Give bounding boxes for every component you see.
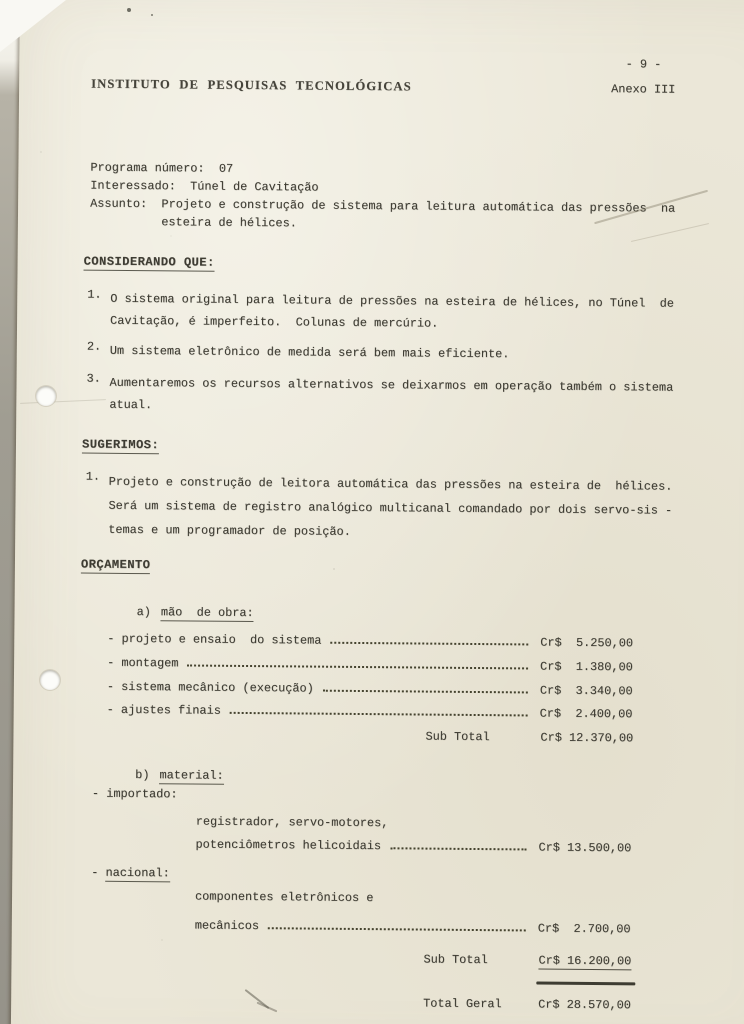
material-nacional-label: - nacional: — [91, 865, 170, 881]
material-desc-line: registrador, servo-motores, — [195, 814, 389, 831]
item-line: atual. — [109, 397, 153, 413]
program-interessado-line: Interessado: Túnel de Cavitação — [90, 178, 319, 195]
budget-desc: - sistema mecânico (execução) — [106, 679, 314, 696]
program-assunto-line: Assunto: Projeto e construção de sistema para leitura automática das pressões na — [90, 196, 676, 216]
considerando-item-1 — [87, 288, 687, 337]
budget-desc: - montagem — [107, 655, 179, 671]
budget-amount: Cr$ 2.400,00 — [539, 706, 633, 722]
considerando-item-3 — [86, 372, 686, 421]
item-line: O sistema original para leitura de pressões na esteira de hélices, no Túnel de — [110, 291, 675, 311]
subsection-label: material: — [159, 768, 224, 783]
section-heading-sugerimos: SUGERIMOS: — [81, 437, 160, 453]
corner-fold — [0, 0, 66, 52]
budget-row — [107, 680, 634, 699]
total-geral-label: Total Geral — [423, 996, 502, 1012]
item-line: Um sistema eletrônico de medida será bem mais eficiente. — [109, 343, 510, 362]
item-number: 3. — [86, 371, 101, 386]
page-number: - 9 - — [625, 57, 662, 72]
subsection-mao-de-obra — [79, 591, 254, 635]
subtotal-label: Sub Total — [425, 729, 490, 745]
budget-desc: - projeto e ensaio do sistema — [107, 631, 322, 648]
budget-desc: potenciômetros helicoidais — [195, 837, 382, 854]
dotted-leader — [268, 927, 526, 931]
program-header-block — [90, 159, 691, 236]
item-line: temas e um programador de posição. — [108, 522, 351, 539]
section-heading-orcamento: ORÇAMENTO — [80, 557, 151, 573]
program-assunto-line: esteira de hélices. — [89, 214, 297, 231]
item-line: Será um sistema de registro analógico multicanal comandado por dois servo-sis - — [108, 498, 673, 518]
total-geral-amount: Cr$ 28.570,00 — [538, 997, 631, 1013]
budget-desc: mecânicos — [194, 918, 260, 934]
budget-row — [107, 632, 634, 651]
item-line: Projeto e construção de leitora automática das pressões na esteira de hélices. — [108, 474, 673, 494]
material-importado-label: - importado: — [91, 786, 178, 802]
item-number: 1. — [87, 287, 102, 302]
letterhead-institution: INSTITUTO DE PESQUISAS TECNOLÓGICAS — [91, 76, 412, 94]
section-heading-considerando: CONSIDERANDO QUE: — [83, 254, 215, 270]
material-desc-line: componentes eletrônicos e — [194, 889, 374, 906]
item-line: Aumentaremos os recursos alternativos se deixarmos em operação também o sistema — [109, 375, 674, 395]
item-number: 2. — [86, 339, 102, 354]
budget-row — [107, 703, 634, 722]
considerando-item-2 — [87, 340, 687, 367]
budget-row — [195, 838, 632, 856]
subsection-prefix: a) — [136, 605, 151, 620]
dotted-leader — [390, 847, 526, 850]
paper-sheet — [11, 0, 744, 1024]
punch-hole-top — [36, 386, 56, 406]
dotted-leader — [230, 712, 528, 717]
total-rule — [536, 982, 635, 985]
budget-row — [107, 656, 634, 675]
item-line: Cavitação, é imperfeito. Colunas de mercúrio. — [110, 313, 439, 331]
punch-hole-bottom — [40, 670, 60, 690]
subsection-prefix: b) — [135, 768, 150, 783]
subsection-label: mão de obra: — [160, 605, 254, 621]
sugerimos-item-1 — [85, 470, 686, 547]
dotted-leader — [330, 642, 528, 646]
budget-amount: Cr$ 2.700,00 — [537, 921, 631, 937]
budget-amount: Cr$ 13.500,00 — [538, 840, 632, 856]
nacional-label-text: nacional: — [105, 865, 170, 881]
subtotal-label: Sub Total — [423, 952, 488, 968]
budget-amount: Cr$ 1.380,00 — [540, 659, 633, 675]
program-number-line: Programa número: 07 — [90, 160, 234, 176]
subtotal-amount: Cr$ 12.370,00 — [540, 730, 634, 746]
dotted-leader — [187, 664, 528, 669]
speck — [127, 8, 131, 12]
budget-desc: - ajustes finais — [106, 702, 221, 718]
budget-amount: Cr$ 5.250,00 — [540, 635, 634, 651]
annex-label: Anexo III — [611, 82, 676, 97]
dotted-leader — [323, 690, 528, 694]
budget-row — [195, 919, 632, 937]
item-number: 1. — [85, 469, 101, 484]
budget-amount: Cr$ 3.340,00 — [539, 683, 633, 699]
subtotal-amount: Cr$ 16.200,00 — [538, 953, 632, 969]
